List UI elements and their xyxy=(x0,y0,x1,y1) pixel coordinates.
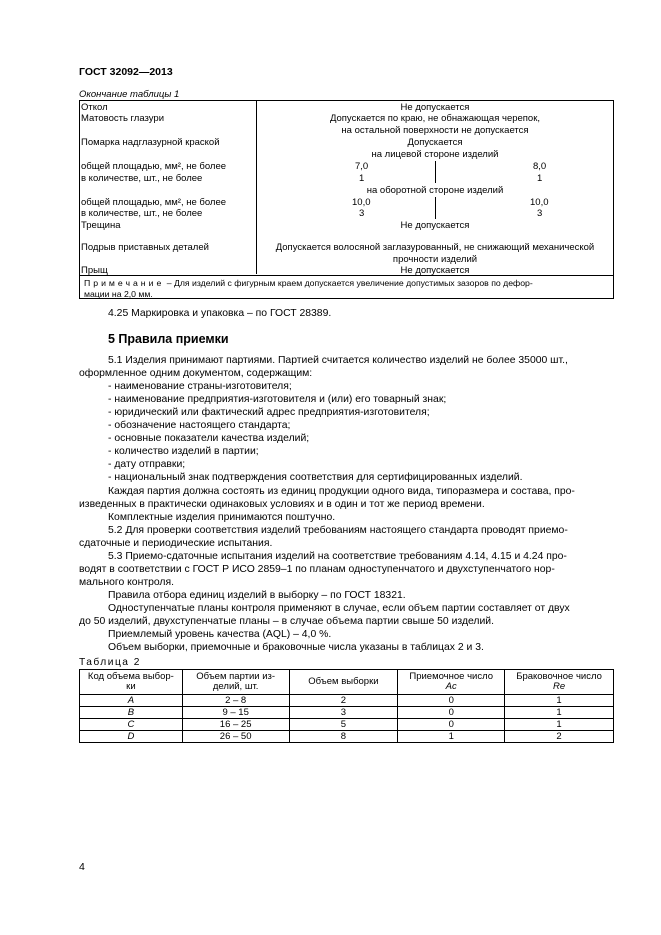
table-row xyxy=(80,707,614,719)
cell-re: 1 xyxy=(505,719,614,731)
cell-lot: 9 – 15 xyxy=(182,707,289,719)
row-label-back-area: общей площадью, мм², не более xyxy=(81,197,227,208)
list-item: - количество изделий в партии; xyxy=(108,446,259,457)
cell-re: 1 xyxy=(505,707,614,719)
paragraph-single-line2: до 50 изделий, двухступенчатые планы – в случае объема партии свыше 50 изделий. xyxy=(79,616,494,627)
list-item: - дату отправки; xyxy=(108,459,186,470)
row-value-podryv-1: Допускается волосяной заглазурованный, не снижающий механической xyxy=(275,242,595,253)
back-values-divider xyxy=(435,197,436,219)
list-item: - национальный знак подтверждения соответствия для сертифицированных изделий. xyxy=(108,472,523,483)
row-label-prysh: Прыщ xyxy=(81,265,108,276)
page-number: 4 xyxy=(79,861,85,873)
paragraph-5-3-line2: водят в соответствии с ГОСТ Р ИСО 2859–1 по планам одноступенчатого и двухступенчатого нор- xyxy=(79,564,555,575)
document-header: ГОСТ 32092—2013 xyxy=(79,66,173,78)
row-value-pomarka-front: на лицевой стороне изделий xyxy=(371,149,499,160)
paragraph-5-2-line2: сдаточные и периодические испытания. xyxy=(79,538,273,549)
paragraph-5-1-line1: 5.1 Изделия принимают партиями. Партией считается количество изделий не более 35000 шт., xyxy=(108,355,568,366)
note-line-1: – Для изделий с фигурным краем допускается увеличение допустимых зазоров по дефор- xyxy=(164,278,533,288)
front-count-right: 1 xyxy=(537,173,543,184)
list-item: - наименование страны-изготовителя; xyxy=(108,381,292,392)
note-line-2: мации на 2,0 мм. xyxy=(84,289,153,299)
table1-note xyxy=(84,278,609,300)
paragraph-5-3-line3: мального контроля. xyxy=(79,577,174,588)
row-value-podryv-2: прочности изделий xyxy=(392,254,478,265)
row-label-matovost: Матовость глазури xyxy=(81,113,164,124)
cell-code: A xyxy=(80,695,183,707)
list-item: - наименование предприятия-изготовителя и (или) его товарный знак; xyxy=(108,394,447,405)
table2-caption: Таблица 2 xyxy=(79,657,141,668)
back-area-left: 10,0 xyxy=(352,197,371,208)
row-value-matovost-1: Допускается по краю, не обнажающая черепок, xyxy=(329,113,541,124)
list-item: - основные показатели качества изделий; xyxy=(108,433,310,444)
cell-ac: 1 xyxy=(398,731,505,743)
header-sample-size: Объем выборки xyxy=(289,670,398,695)
paragraph-volume: Объем выборки, приемочные и браковочные числа указаны в таблицах 2 и 3. xyxy=(108,642,484,653)
paragraph-5-3-line1: 5.3 Приемо-сдаточные испытания изделий на соответствие требованиям 4.14, 4.15 и 4.24 про- xyxy=(108,551,567,562)
row-label-treshina: Трещина xyxy=(81,220,121,231)
cell-lot: 26 – 50 xyxy=(182,731,289,743)
front-values-divider xyxy=(435,161,436,183)
cell-sample: 2 xyxy=(289,695,398,707)
back-area-right: 10,0 xyxy=(530,197,549,208)
paragraph-party-line1: Каждая партия должна состоять из единиц продукции одного вида, типоразмера и состава, про- xyxy=(108,486,575,497)
paragraph-complete: Комплектные изделия принимаются поштучно. xyxy=(108,512,336,523)
header-sample-code: Код объема выбор- ки xyxy=(80,670,183,695)
front-count-left: 1 xyxy=(359,173,365,184)
list-item: - юридический или фактический адрес предприятия-изготовителя; xyxy=(108,407,430,418)
front-area-left: 7,0 xyxy=(355,161,369,172)
cell-lot: 16 – 25 xyxy=(182,719,289,731)
note-prefix: Примечание xyxy=(84,278,165,288)
row-label-podryv: Подрыв приставных деталей xyxy=(81,242,209,253)
cell-lot: 2 – 8 xyxy=(182,695,289,707)
paragraph-5-1-line2: оформленное одним документом, содержащим: xyxy=(79,368,313,379)
table2-header-row xyxy=(80,670,614,695)
row-value-pomarka-1: Допускается xyxy=(407,137,463,148)
cell-code: D xyxy=(80,731,183,743)
row-value-otkol: Не допускается xyxy=(400,102,470,113)
cell-ac: 0 xyxy=(398,719,505,731)
table-row xyxy=(80,731,614,743)
table-row xyxy=(80,695,614,707)
paragraph-single-line1: Одноступенчатые планы контроля применяют в случае, если объем партии составляет от двух xyxy=(108,603,570,614)
cell-re: 1 xyxy=(505,695,614,707)
row-value-pomarka-back: на оборотной стороне изделий xyxy=(366,185,504,196)
list-item: - обозначение настоящего стандарта; xyxy=(108,420,291,431)
paragraph-party-line2: изведенных в практически одинаковых условиях и в один и тот же период времени. xyxy=(79,499,485,510)
cell-sample: 8 xyxy=(289,731,398,743)
row-value-treshina: Не допускается xyxy=(400,220,470,231)
cell-ac: 0 xyxy=(398,695,505,707)
table2 xyxy=(79,669,614,743)
front-area-right: 8,0 xyxy=(533,161,547,172)
section-5-heading: 5 Правила приемки xyxy=(108,332,229,346)
row-value-prysh: Не допускается xyxy=(400,265,470,276)
row-label-pomarka: Помарка надглазурной краской xyxy=(81,137,220,148)
cell-sample: 3 xyxy=(289,707,398,719)
cell-sample: 5 xyxy=(289,719,398,731)
back-count-right: 3 xyxy=(537,208,543,219)
row-value-matovost-2: на остальной поверхности не допускается xyxy=(341,125,529,136)
row-label-otkol: Откол xyxy=(81,102,108,113)
table-row xyxy=(80,719,614,731)
paragraph-5-2-line1: 5.2 Для проверки соответствия изделий требованиям настоящего стандарта проводят приемо- xyxy=(108,525,568,536)
header-rejection-number: Браковочное число Re xyxy=(505,670,614,695)
row-label-count: в количестве, шт., не более xyxy=(81,173,203,184)
paragraph-aql: Приемлемый уровень качества (AQL) – 4,0 %. xyxy=(108,629,332,640)
table1-caption: Окончание таблицы 1 xyxy=(79,89,180,100)
paragraph-4-25: 4.25 Маркировка и упаковка – по ГОСТ 28389. xyxy=(108,308,332,319)
row-label-back-count: в количестве, шт., не более xyxy=(81,208,203,219)
row-label-area: общей площадью, мм², не более xyxy=(81,161,227,172)
cell-code: B xyxy=(80,707,183,719)
table1 xyxy=(79,100,614,299)
header-lot-size: Объем партии из- делий, шт. xyxy=(182,670,289,695)
cell-re: 2 xyxy=(505,731,614,743)
header-acceptance-number: Приемочное число Ac xyxy=(398,670,505,695)
cell-ac: 0 xyxy=(398,707,505,719)
paragraph-sample: Правила отбора единиц изделий в выборку – по ГОСТ 18321. xyxy=(108,590,406,601)
cell-code: C xyxy=(80,719,183,731)
back-count-left: 3 xyxy=(359,208,365,219)
